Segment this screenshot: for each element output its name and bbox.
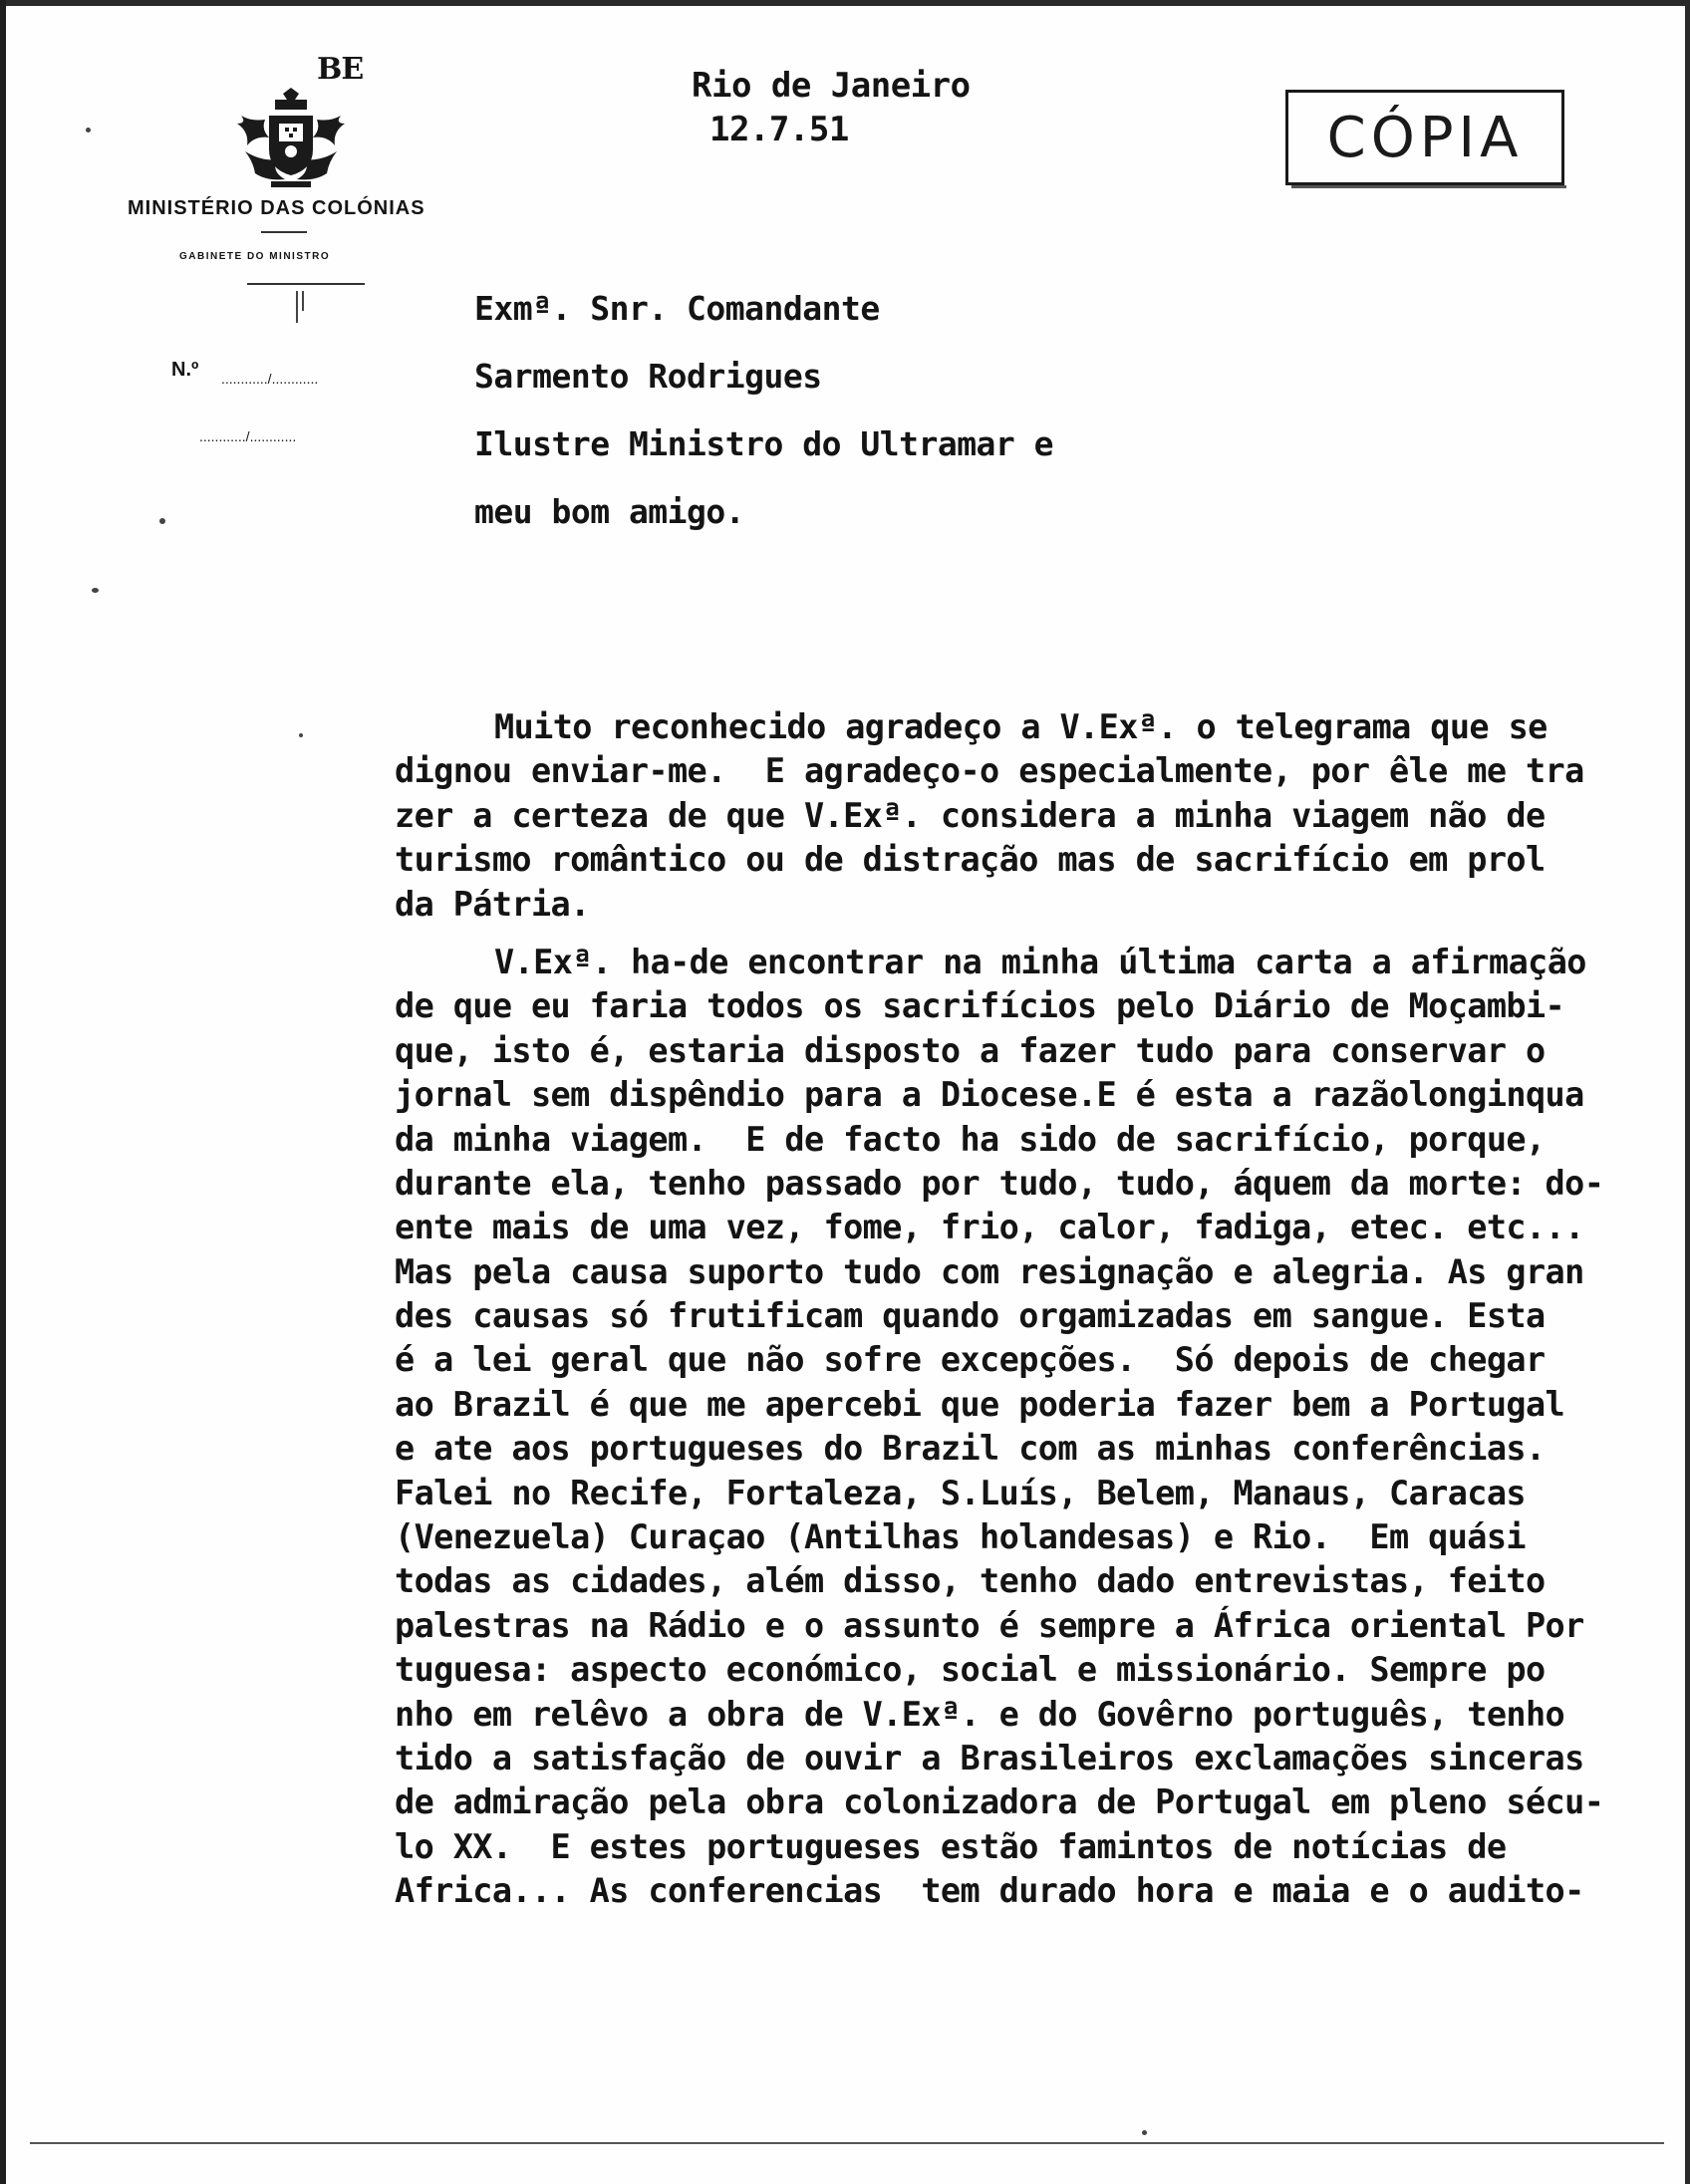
body-line: (Venezuela) Curaçao (Antilhas holandesas) e Rio. Em quási (395, 1517, 1526, 1557)
reference-number-field: ............/............ (221, 371, 319, 387)
body-line: tuguesa: aspecto económico, social e missionário. Sempre po (395, 1650, 1546, 1690)
body-line: de admiração pela obra colonizadora de Portugal em pleno sécu- (395, 1782, 1604, 1822)
coat-of-arms-crest-icon (231, 86, 351, 195)
divider (1291, 185, 1566, 188)
reference-number-label: N.º (171, 359, 199, 381)
scan-speck (86, 128, 91, 133)
body-line: palestras na Rádio e o assunto é sempre a África oriental Por (395, 1605, 1584, 1645)
divider (261, 231, 307, 233)
body-line: Muito reconhecido agradeço a V.Exª. o telegrama que se (494, 707, 1548, 746)
body-line: da minha viagem. E de facto ha sido de sacrifício, porque, (395, 1119, 1546, 1159)
salutation-line: Ilustre Ministro do Ultramar e (474, 424, 1054, 463)
body-line: ao Brazil é que me apercebi que poderia fazer bem a Portugal (395, 1384, 1565, 1424)
salutation (474, 289, 1053, 560)
body-line: zer a certeza de que V.Exª. considera a minha viagem não de (395, 795, 1546, 835)
body-line: todas as cidades, além disso, tenho dado entrevistas, feito (395, 1561, 1546, 1601)
body-line: dignou enviar-me. E agradeço-o especialmente, por êle me tra (395, 751, 1584, 791)
ministry-name: MINISTÉRIO DAS COLÓNIAS (128, 197, 425, 219)
body-line: tido a satisfação de ouvir a Brasileiros exclamações sinceras (395, 1738, 1584, 1777)
salutation-line: Exmª. Snr. Comandante (474, 289, 880, 328)
body-line: é a lei geral que não sofre excepções. Só depois de chegar (395, 1340, 1546, 1380)
body-line: turismo romântico ou de distração mas de sacrifício em prol (395, 840, 1546, 880)
cabinet-name: GABINETE DO MINISTRO (179, 251, 331, 262)
divider (247, 283, 365, 285)
body-line: da Pátria. (395, 884, 590, 924)
letter-place: Rio de Janeiro (692, 66, 971, 106)
divider (302, 291, 304, 311)
body-line: durante ela, tenho passado por tudo, tudo, áquem da morte: do- (395, 1163, 1604, 1203)
archive-mark: BE (317, 52, 364, 87)
scan-edge-bottom (30, 2142, 1664, 2144)
body-line: nho em relêvo a obra de V.Exª. e do Govêrno português, tenho (395, 1694, 1565, 1734)
scan-speck (159, 518, 165, 524)
scan-edge-top (0, 0, 1690, 6)
scan-edge-right (1685, 0, 1690, 2184)
letter-date: 12.7.51 (709, 110, 849, 149)
scan-speck (92, 588, 99, 593)
body-line: ente mais de uma vez, fome, frio, calor, fadiga, etec. etc... (395, 1208, 1584, 1247)
body-line: e ate aos portugueses do Brazil com as minhas conferências. (395, 1429, 1546, 1469)
body-line: Falei no Recife, Fortaleza, S.Luís, Belem, Manaus, Caracas (395, 1473, 1526, 1512)
body-line: lo XX. E estes portugueses estão famintos de notícias de (395, 1826, 1507, 1866)
body-line: Africa... As conferencias tem durado hora e maia e o audito- (395, 1871, 1584, 1911)
body-line: que, isto é, estaria disposto a fazer tudo para conservar o (395, 1030, 1546, 1070)
copy-stamp-label: CÓPIA (1326, 105, 1524, 170)
scan-speck (299, 733, 303, 737)
scan-edge-left (0, 0, 6, 2184)
salutation-line: Sarmento Rodrigues (474, 357, 822, 396)
body-line: Mas pela causa suporto tudo com resignação e alegria. As gran (395, 1251, 1584, 1291)
body-line: de que eu faria todos os sacrifícios pelo Diário de Moçambi- (395, 986, 1565, 1026)
body-line: jornal sem dispêndio para a Diocese.E é esta a razãolonginqua (395, 1075, 1584, 1115)
body-line: des causas só frutificam quando orgamizadas em sangue. Esta (395, 1296, 1546, 1336)
divider (296, 291, 298, 323)
copy-stamp (1285, 90, 1564, 185)
salutation-line: meu bom amigo. (474, 492, 745, 531)
reference-number-field-secondary: ............/............ (199, 428, 297, 444)
body-line: V.Exª. ha-de encontrar na minha última carta a afirmação (494, 942, 1586, 981)
paragraph-gap (395, 927, 1620, 941)
scan-speck (1142, 2130, 1147, 2135)
letter-body (395, 705, 1620, 1914)
